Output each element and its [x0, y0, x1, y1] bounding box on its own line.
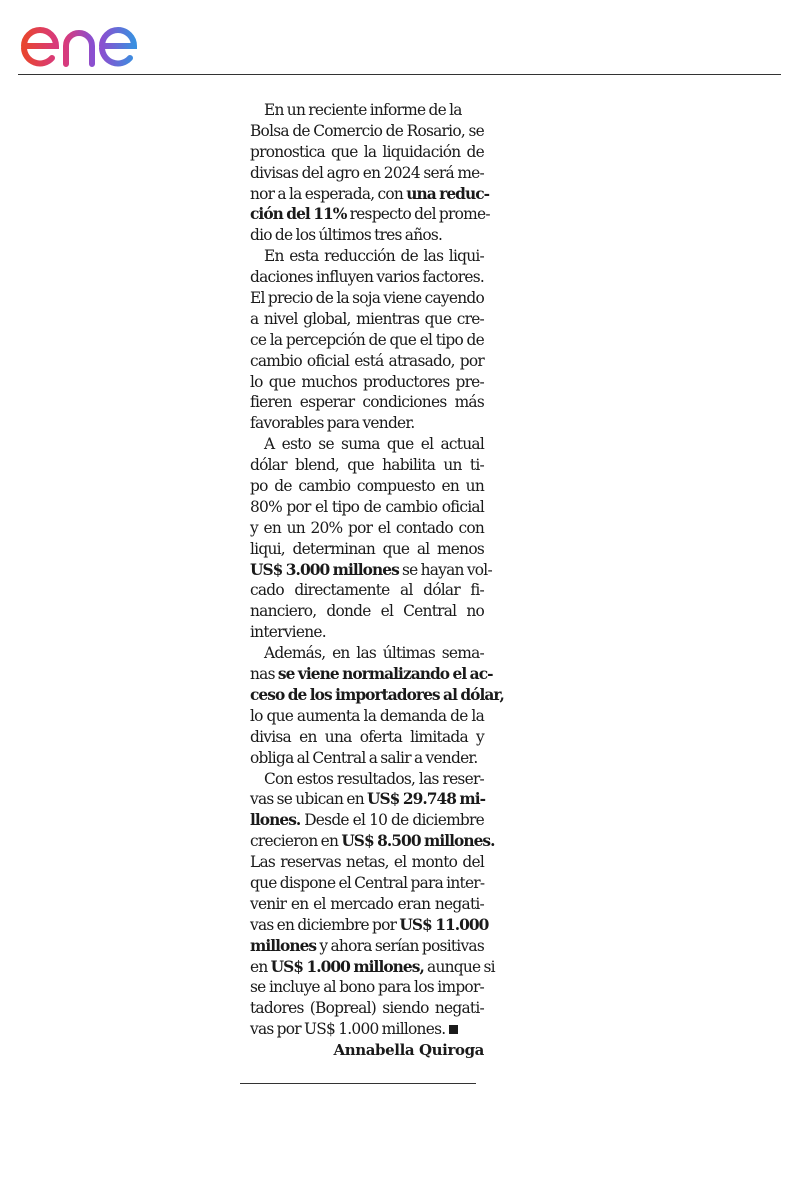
article-line: cambio oficial está atrasado, por	[250, 351, 484, 370]
article-line: Con estos resultados, las reser-	[264, 769, 484, 788]
article-line: ción del 11% respecto del prome-	[250, 205, 490, 224]
article-line: que dispone el Central para inter-	[250, 873, 485, 892]
article-line: obliga al Central a salir a vender.	[250, 748, 478, 767]
article-line: El precio de la soja viene cayendo	[250, 289, 484, 308]
article-line: cado directamente al dólar fi-	[250, 581, 484, 600]
article-line: crecieron en US$ 8.500 millones.	[250, 832, 495, 851]
article-line: millones y ahora serían positivas	[250, 936, 484, 955]
article-line: nor a la esperada, con una reduc-	[250, 184, 490, 203]
footer-divider	[240, 1083, 476, 1084]
article-line: En esta reducción de las liqui-	[264, 247, 484, 266]
bold-emphasis: US$ 29.748 mi-	[367, 790, 486, 809]
article-line: vas por US$ 1.000 millones.	[250, 1019, 484, 1040]
article-line: 80% por el tipo de cambio oficial	[250, 497, 484, 516]
article-line: Bolsa de Comercio de Rosario, se	[250, 121, 484, 140]
article-line: po de cambio compuesto en un	[250, 477, 484, 496]
article-line: Además, en las últimas sema-	[264, 644, 484, 663]
article-line: daciones influyen varios factores.	[250, 268, 484, 287]
bold-emphasis: una reduc-	[406, 184, 490, 203]
article-line: dio de los últimos tres años.	[250, 226, 443, 245]
bold-emphasis: se viene normalizando el ac-	[277, 665, 493, 684]
article-body	[250, 100, 504, 1061]
article-line: lo que aumenta la demanda de la	[250, 706, 484, 725]
author-byline: Annabella Quiroga	[333, 1041, 484, 1060]
article-line: vas en diciembre por US$ 11.000	[250, 915, 489, 934]
article-line: llones. Desde el 10 de diciembre	[250, 811, 484, 830]
article-line: se incluye al bono para los impor-	[250, 978, 484, 997]
article-line: tadores (Bopreal) siendo negati-	[250, 999, 484, 1018]
article-line: interviene.	[250, 623, 326, 642]
article-line: nas se viene normalizando el ac-	[250, 665, 493, 684]
article-line: a nivel global, mientras que cre-	[250, 309, 484, 328]
bold-emphasis: US$ 11.000	[399, 915, 489, 934]
article-line: Las reservas netas, el monto del	[250, 853, 484, 872]
bold-emphasis: US$ 1.000 millones,	[270, 957, 424, 976]
article-line: fieren esperar condiciones más	[250, 393, 484, 412]
article-line: nanciero, donde el Central no	[250, 602, 484, 621]
article-line: divisa en una oferta limitada y	[250, 727, 484, 746]
article-line: divisas del agro en 2024 será me-	[250, 163, 484, 182]
article-line: dólar blend, que habilita un ti-	[250, 456, 484, 475]
article-line: pronostica que la liquidación de	[250, 142, 484, 161]
article-line: venir en el mercado eran negati-	[250, 894, 484, 913]
article-line	[250, 685, 504, 706]
bold-emphasis: ceso de los importadores al dólar,	[250, 685, 504, 704]
article-line: US$ 3.000 millones se hayan vol-	[250, 560, 492, 579]
article-line: y en un 20% por el contado con	[250, 518, 484, 537]
article-line: A esto se suma que el actual	[264, 435, 484, 454]
article-line: en US$ 1.000 millones, aunque si	[250, 957, 495, 976]
bold-emphasis: US$ 3.000 millones	[250, 560, 399, 579]
end-of-article-mark	[449, 1025, 458, 1034]
enel-logo	[18, 8, 180, 70]
bold-emphasis: millones	[250, 936, 317, 955]
bold-emphasis: US$ 8.500 millones.	[341, 832, 495, 851]
article-line: lo que muchos productores pre-	[250, 372, 484, 391]
header-divider	[18, 74, 781, 75]
bold-emphasis: llones.	[250, 811, 301, 830]
bold-emphasis: ción del 11%	[250, 205, 347, 224]
article-line: liqui, determinan que al menos	[250, 539, 484, 558]
article-line: En un reciente informe de la	[264, 101, 462, 119]
article-line: ce la percepción de que el tipo de	[250, 330, 484, 349]
article-line: vas se ubican en US$ 29.748 mi-	[250, 790, 486, 809]
article-line: favorables para vender.	[250, 414, 415, 433]
